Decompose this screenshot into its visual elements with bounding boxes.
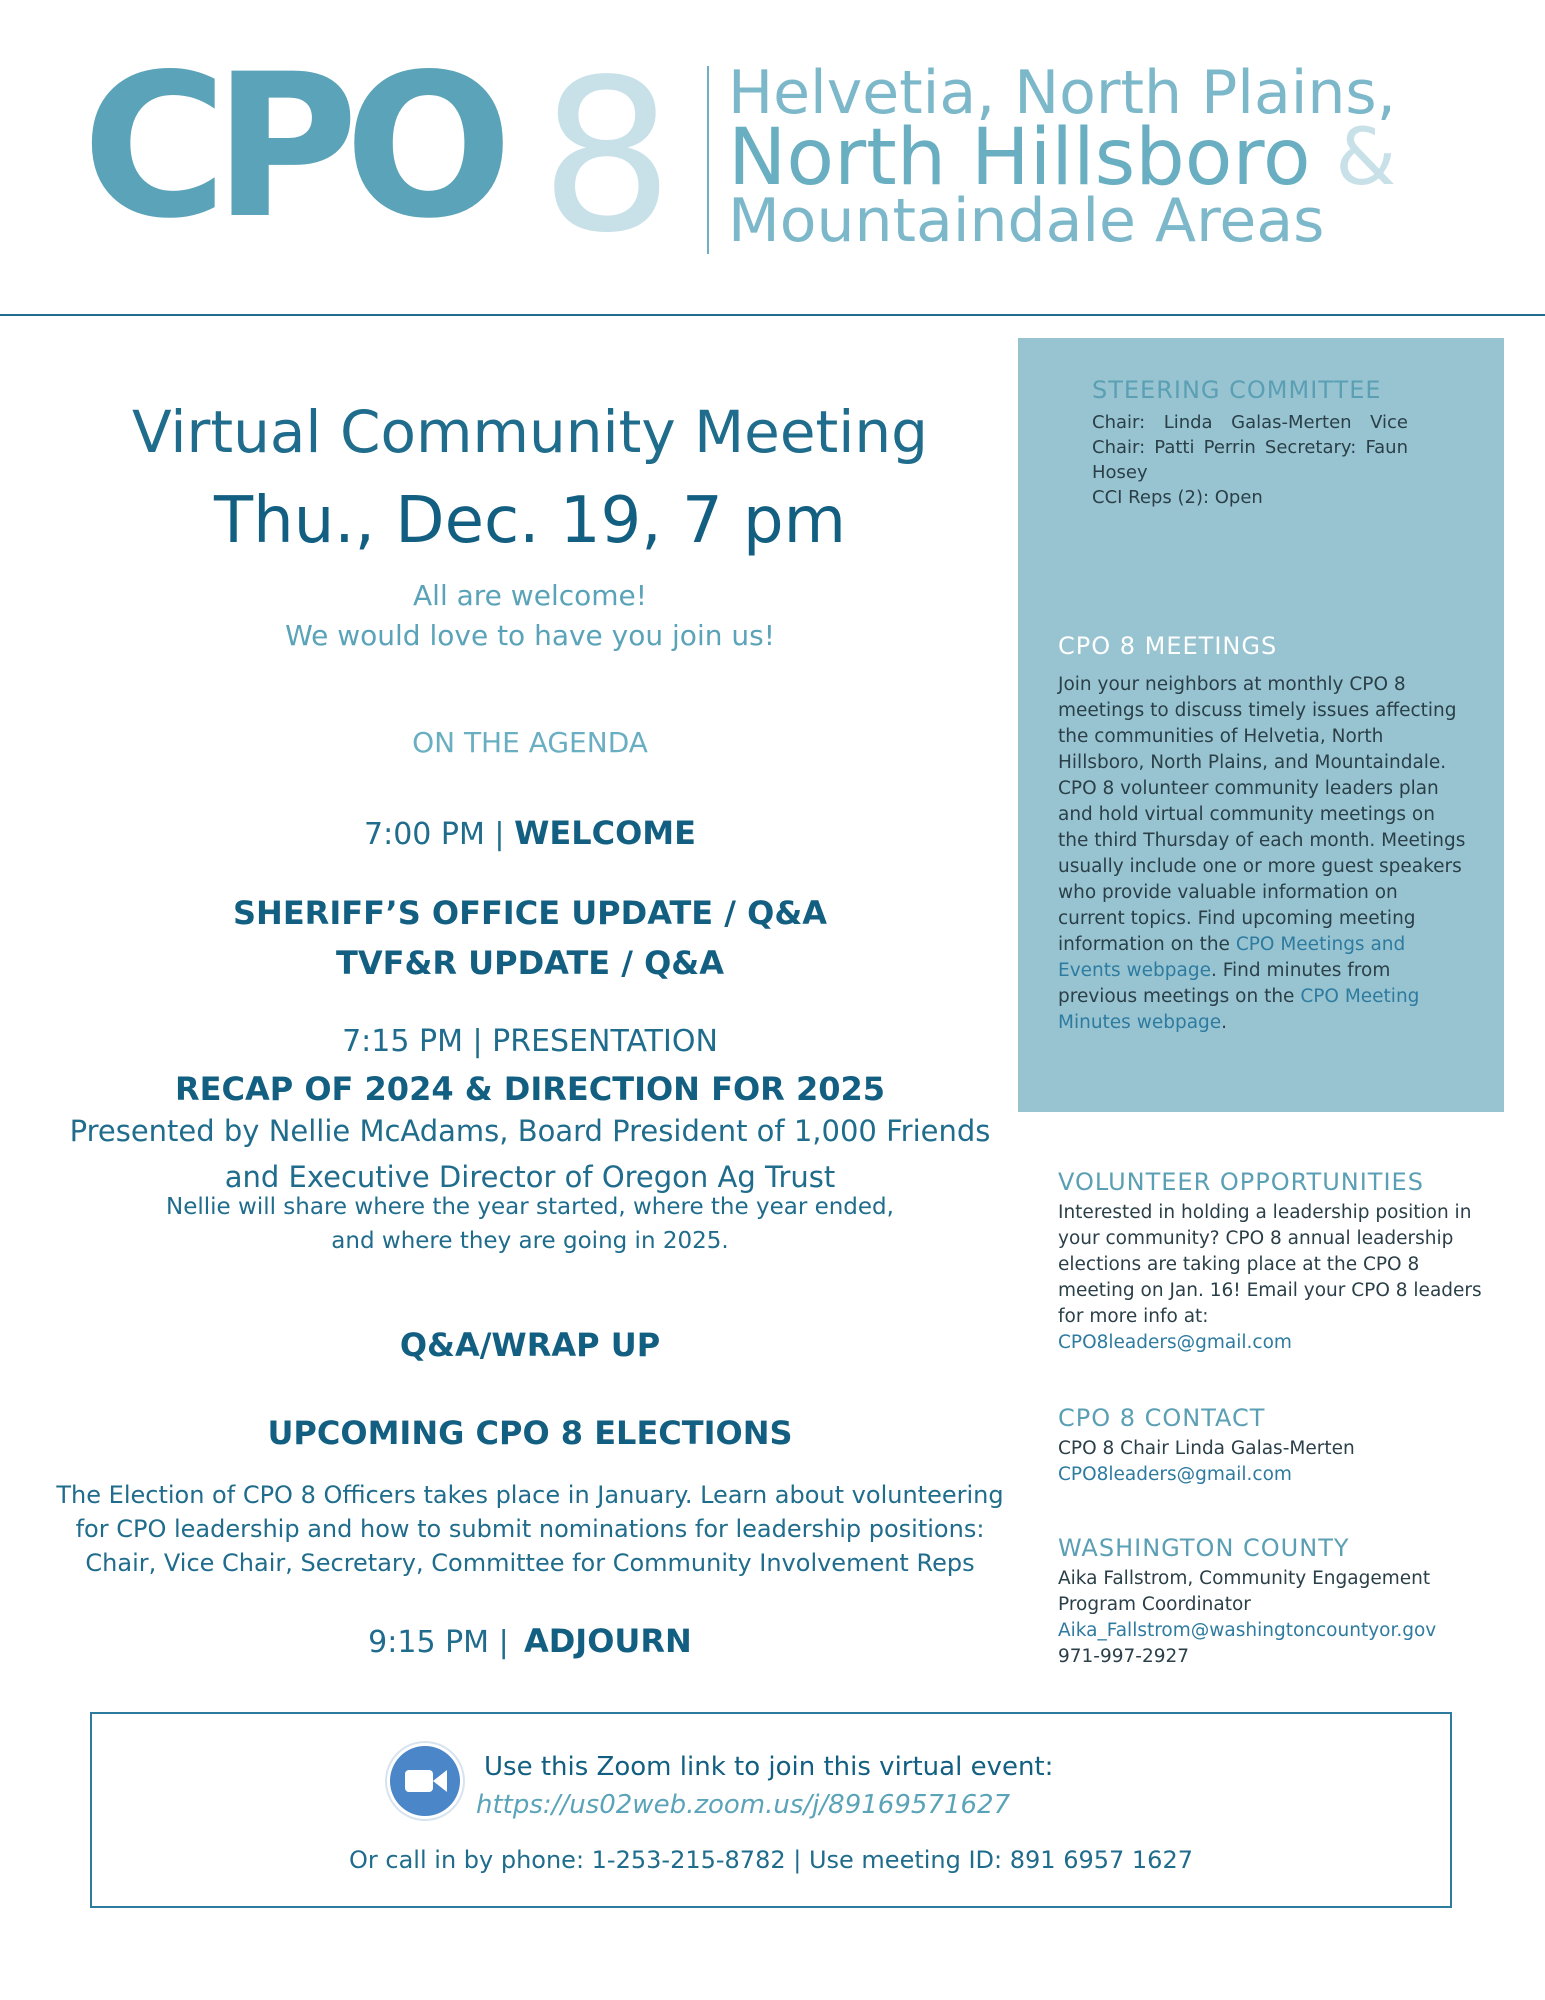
cpo-meetings-text-3: . — [1221, 1012, 1228, 1033]
welcome-line-2: We would love to have you join us! — [285, 619, 775, 652]
agenda-item-qa: Q&A/WRAP UP — [399, 1326, 661, 1364]
elections-line-2: for CPO leadership and how to submit nominations for leadership positions: — [75, 1515, 985, 1543]
cpo-meetings-text-2: . Find minutes from previous meetings on the — [1058, 960, 1391, 1007]
agenda-heading: ON THE AGENDA — [412, 726, 648, 759]
contact-name: CPO 8 Chair Linda Galas-Merten — [1058, 1438, 1355, 1459]
camera-body-shape — [405, 1770, 433, 1792]
agenda-welcome-label: WELCOME — [514, 814, 696, 852]
area-line-1: Helvetia, North Plains, — [728, 58, 1396, 128]
agenda-adjourn-time: 9:15 PM | — [368, 1625, 509, 1660]
agenda-welcome-time: 7:00 PM | — [364, 817, 515, 852]
elections-line-1: The Election of CPO 8 Officers takes place in January. Learn about volunteering — [56, 1481, 1004, 1509]
volunteer-email-link[interactable]: CPO8leaders@gmail.com — [1058, 1332, 1292, 1353]
volunteer-text: Interested in holding a leadership position in your community? CPO 8 annual leadership elections are taking place at the CPO 8 meeting on Jan. 16! Email your CPO 8 leaders for more info at: — [1058, 1202, 1482, 1327]
area-ampersand: & — [1335, 113, 1397, 203]
agenda-item-recap: RECAP OF 2024 & DIRECTION FOR 2025 — [174, 1070, 885, 1108]
meeting-date: Thu., Dec. 19, 7 pm — [214, 484, 846, 558]
logo-divider — [707, 66, 709, 254]
agenda-item-elections: UPCOMING CPO 8 ELECTIONS — [267, 1414, 793, 1452]
logo-number: 8 — [540, 34, 674, 279]
contact-heading: CPO 8 CONTACT — [1058, 1404, 1266, 1432]
washington-county-heading: WASHINGTON COUNTY — [1058, 1534, 1350, 1562]
agenda-item-tvfr: TVF&R UPDATE / Q&A — [336, 944, 724, 982]
zoom-phone-info: Or call in by phone: 1-253-215-8782 | Use meeting ID: 891 6957 1627 — [349, 1846, 1193, 1874]
cpo-meeting-minutes-link[interactable]: CPO Meeting Minutes webpage — [1058, 986, 1420, 1033]
zoom-video-camera-icon — [390, 1746, 460, 1816]
camera-lens-shape — [433, 1770, 447, 1792]
cpo-meetings-body — [1058, 672, 1468, 1036]
presenter-line-1: Presented by Nellie McAdams, Board President of 1,000 Friends — [69, 1114, 991, 1148]
meeting-title: Virtual Community Meeting — [132, 398, 928, 466]
elections-line-3: Chair, Vice Chair, Secretary, Committee for Community Involvement Reps — [85, 1549, 975, 1577]
header-divider — [0, 314, 1545, 316]
logo-cpo-text: CPO — [82, 31, 499, 262]
washington-email-link[interactable]: Aika_Fallstrom@washingtoncountyor.gov — [1058, 1620, 1437, 1641]
washington-name-line-1: Aika Fallstrom, Community Engagement — [1058, 1568, 1431, 1589]
area-line-2-text: North Hillsboro — [728, 113, 1311, 203]
washington-phone: 971-997-2927 — [1058, 1646, 1190, 1667]
agenda-presentation-time: 7:15 PM | PRESENTATION — [342, 1024, 718, 1059]
presenter-line-2: and Executive Director of Oregon Ag Trust — [224, 1160, 836, 1194]
steering-committee-cci: CCI Reps (2): Open — [1092, 487, 1263, 508]
steering-committee-body — [1092, 410, 1408, 510]
steering-committee-members: Chair: Linda Galas-Merten Vice Chair: Patti Perrin Secretary: Faun Hosey — [1092, 412, 1408, 483]
washington-name-line-2: Program Coordinator — [1058, 1594, 1251, 1615]
cpo-meetings-events-link[interactable]: CPO Meetings and Events webpage — [1058, 934, 1406, 981]
washington-county-body — [1058, 1566, 1518, 1670]
volunteer-heading: VOLUNTEER OPPORTUNITIES — [1058, 1168, 1424, 1196]
agenda-item-sheriff: SHERIFF’S OFFICE UPDATE / Q&A — [232, 894, 827, 932]
presentation-desc-line-2: and where they are going in 2025. — [331, 1228, 729, 1254]
steering-committee-heading: STEERING COMMITTEE — [1092, 376, 1382, 404]
cpo-meetings-text-1: Join your neighbors at monthly CPO 8 meetings to discuss timely issues affecting the communities of Helvetia, North Hillsboro, North Plains, and Mountaindale. CPO 8 volunteer community leaders plan and hold virtual community meetings on the third Thursday of each month. Meetings usually include one or more guest speakers who provide valuable information on current topics. Find upcoming meeting information on the — [1058, 674, 1466, 955]
presentation-desc-line-1: Nellie will share where the year started, where the year ended, — [166, 1194, 894, 1220]
zoom-instructions: Use this Zoom link to join this virtual event: — [484, 1752, 1054, 1782]
agenda-adjourn-label: ADJOURN — [523, 1622, 692, 1660]
contact-body — [1058, 1436, 1498, 1488]
welcome-line-1: All are welcome! — [413, 579, 647, 612]
agenda-item-welcome — [30, 814, 1030, 852]
zoom-link[interactable]: https://us02web.zoom.us/j/89169571627 — [476, 1790, 1011, 1820]
area-line-3: Mountaindale Areas — [728, 186, 1325, 256]
agenda-item-adjourn — [30, 1622, 1030, 1660]
contact-email-link[interactable]: CPO8leaders@gmail.com — [1058, 1464, 1292, 1485]
cpo-meetings-heading: CPO 8 MEETINGS — [1058, 632, 1278, 660]
welcome-message — [30, 576, 1030, 656]
volunteer-body — [1058, 1200, 1498, 1356]
